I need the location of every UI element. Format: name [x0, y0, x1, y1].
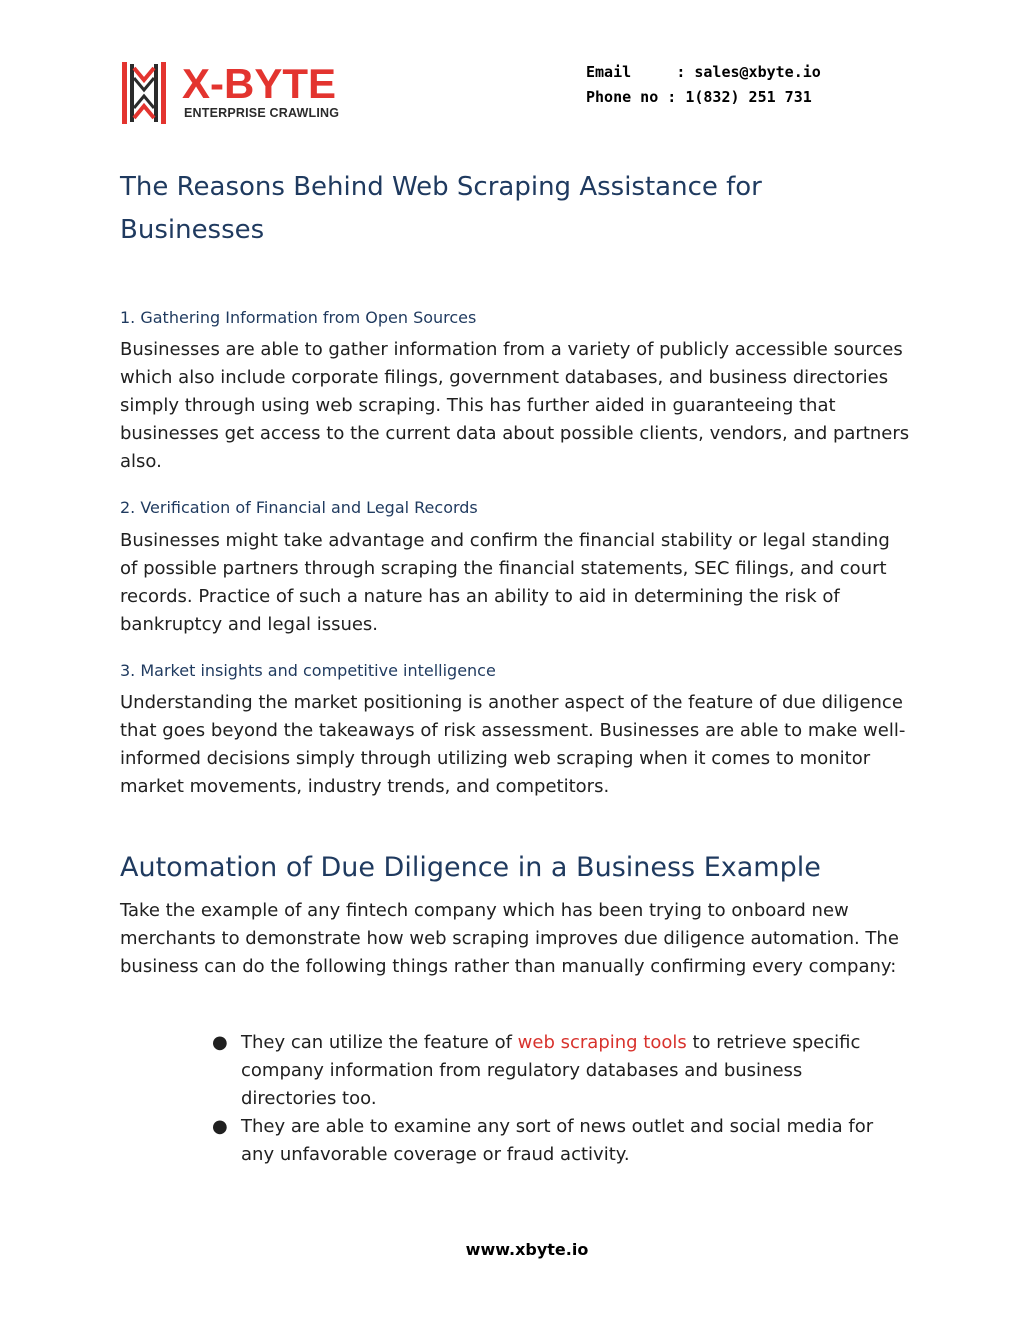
- list-item: [212, 1113, 892, 1169]
- company-logo: [122, 62, 362, 124]
- email-label: Email: [586, 63, 632, 81]
- email-value[interactable]: sales@xbyte.io: [694, 63, 821, 81]
- bullet-icon: ●: [212, 1032, 228, 1053]
- contact-info: [586, 60, 821, 110]
- section-body-market-insights: Understanding the market positioning is another aspect of the feature of due diligence that goes beyond the takeaways of risk assessment. Businesses are able to make well-informed decisions simply through utilizing web scraping when it comes to monitor market movements, industry trends, and competitors.: [120, 692, 906, 797]
- example-bullet-list: [212, 1029, 892, 1169]
- section-heading-open-sources: 1. Gathering Information from Open Sources: [120, 308, 477, 327]
- bullet-text-after-link: to retrieve specific company information from regulatory databases and business directories too.: [241, 1032, 861, 1109]
- bullet-icon: ●: [212, 1116, 228, 1137]
- phone-row: [586, 85, 821, 110]
- section-body-financial-legal: Businesses might take advantage and confirm the financial stability or legal standing of possible partners through scraping the financial statements, SEC filings, and court records. Practice of such a nature has an ability to aid in determining the risk of bankruptcy and legal issues.: [120, 530, 890, 635]
- logo-tagline: ENTERPRISE CRAWLING: [184, 106, 340, 120]
- document-title: The Reasons Behind Web Scraping Assistance for Businesses: [120, 172, 762, 245]
- logo-brand-name: X-BYTE: [182, 60, 337, 107]
- example-intro: Take the example of any fintech company which has been trying to onboard new merchants to demonstrate how web scraping improves due diligence automation. The business can do the following things rather than manually confirming every company:: [120, 900, 899, 977]
- example-heading: Automation of Due Diligence in a Business Example: [120, 852, 821, 883]
- email-row: [586, 60, 821, 85]
- phone-value: 1(832) 251 731: [685, 88, 812, 106]
- x-byte-logo-icon: [122, 62, 166, 124]
- section-heading-financial-legal: 2. Verification of Financial and Legal Records: [120, 498, 478, 517]
- phone-separator: :: [667, 88, 677, 106]
- list-item: [212, 1029, 892, 1113]
- section-heading-market-insights: 3. Market insights and competitive intelligence: [120, 661, 496, 680]
- bullet-text: They are able to examine any sort of news outlet and social media for any unfavorable coverage or fraud activity.: [241, 1116, 874, 1165]
- email-separator: :: [676, 63, 686, 81]
- phone-label: Phone no: [586, 88, 659, 106]
- footer-website[interactable]: www.xbyte.io: [465, 1240, 589, 1259]
- section-body-open-sources: Businesses are able to gather information from a variety of publicly accessible sources which also include corporate filings, government databases, and business directories simply through using web scraping. This has further aided in guaranteeing that businesses get access to the current data about possible clients, vendors, and partners also.: [120, 339, 910, 472]
- web-scraping-tools-link[interactable]: web scraping tools: [517, 1032, 687, 1053]
- bullet-text-before-link: They can utilize the feature of: [241, 1032, 518, 1053]
